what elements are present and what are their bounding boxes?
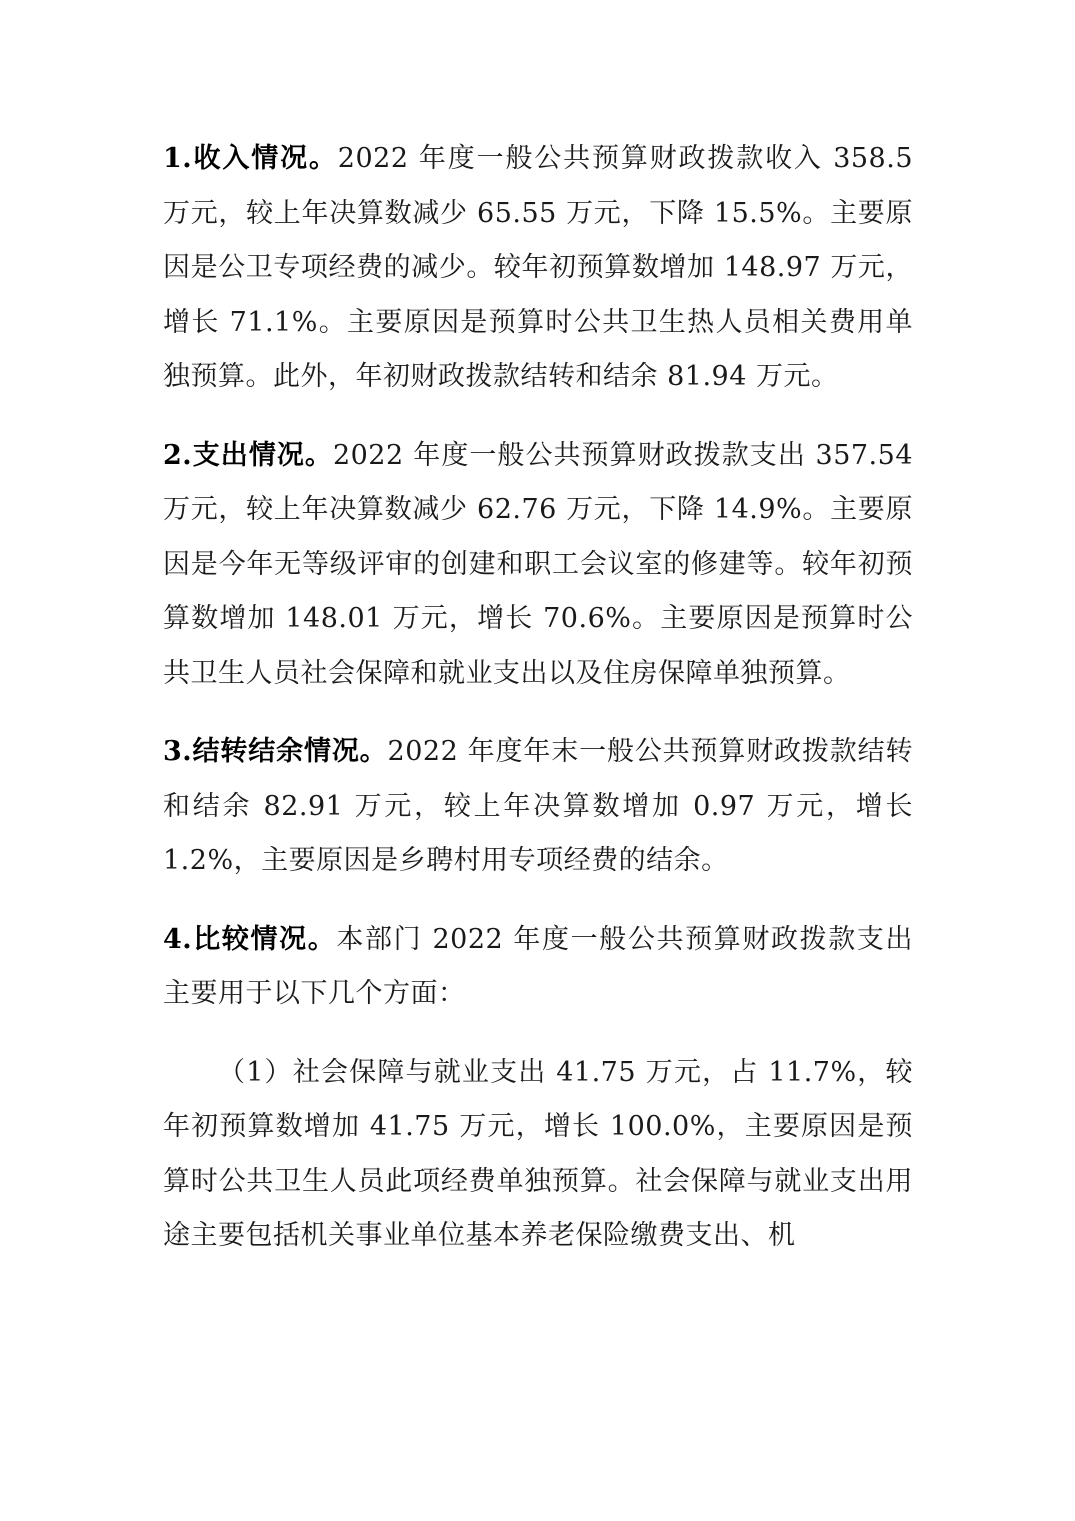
section-text-income: 2022 年度一般公共预算财政拨款收入 358.5 万元，较上年决算数减少 65.55 万元，下降 15.5%。主要原因是公卫专项经费的减少。较年初预算数增加 148.97 万元，增长 71.1%。主要原因是预算时公共卫生热人员相关费用单独预算。此外，年初财政拨款结转和结余 81.94 万元。 <box>163 143 913 392</box>
sub-item-text-social-security: （1）社会保障与就业支出 41.75 万元，占 11.7%，较年初预算数增加 41.75 万元，增长 100.0%，主要原因是预算时公共卫生人员此项经费单独预算。社会保障与就业支出用途主要包括机关事业单位基本养老保险缴费支出、机 <box>163 1056 913 1251</box>
section-text-comparison: 本部门 2022 年度一般公共预算财政拨款支出主要用于以下几个方面： <box>163 923 913 1009</box>
section-text-carryover: 2022 年度年末一般公共预算财政拨款结转和结余 82.91 万元，较上年决算数增加 0.97 万元，增长 1.2%，主要原因是乡聘村用专项经费的结余。 <box>163 736 914 876</box>
paragraph-carryover <box>163 725 913 889</box>
paragraph-comparison <box>163 913 913 1022</box>
section-heading-expenditure: 2.支出情况。 <box>163 439 333 471</box>
section-text-expenditure: 2022 年度一般公共预算财政拨款支出 357.54 万元，较上年决算数减少 62.76 万元，下降 14.9%。主要原因是今年无等级评审的创建和职工会议室的修建等。较年初预算数增加 148.01 万元，增长 70.6%。主要原因是预算时公共卫生人员社会保障和就业支出以及住房保障单独预算。 <box>163 439 913 689</box>
section-heading-income: 1.收入情况。 <box>163 143 338 174</box>
paragraph-income <box>163 132 913 405</box>
section-heading-comparison: 4.比较情况。 <box>163 923 337 955</box>
section-heading-carryover: 3.结转结余情况。 <box>163 736 388 767</box>
document-body <box>163 132 913 1288</box>
paragraph-expenditure <box>163 429 913 702</box>
paragraph-social-security <box>163 1046 913 1264</box>
